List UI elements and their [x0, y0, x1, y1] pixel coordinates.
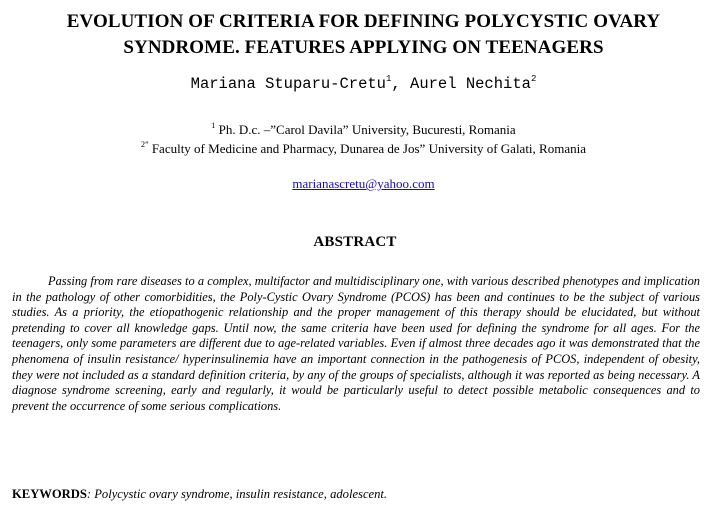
affiliation-1 — [0, 121, 727, 139]
email-link[interactable]: marianascretu@yahoo.com — [292, 176, 435, 191]
abstract-text: Passing from rare diseases to a complex, multifactor and multidisciplinary one, with various described phenotypes and implication in the pathology of other comorbidities, the Poly-Cystic Ovary Syndrome (PCOS) has been and continues to be the subject of various studies. As a priority, the etiopathogenic relationship and the proper management of this therapy should be elucidated, but without pretending to cover all knowledge gaps. Until now, the same criteria have been used for defining the syndrome for all ages. For the teenagers, only some parameters are different due to age-related variables. Even if almost three decades ago it was demonstrated that the phenomena of insulin resistance/ hyperinsulinemia have an important connection in the pathogenesis of PCOS, independent of obesity, they were not included as a standard definition criteria, by any of the groups of specialists, although it was reported as being necessary. A diagnose syndrome screening, early and regularly, it would be particularly useful to detect possible metabolic consequences and to prevent the occurrence of some serious complications. — [12, 274, 700, 413]
keywords-text: Polycystic ovary syndrome, insulin resistance, adolescent. — [91, 487, 388, 501]
affiliation-text: Ph. D.c. –”Carol Davila” University, Bucuresti, Romania — [215, 122, 516, 137]
affiliation-2 — [0, 140, 727, 158]
author-list — [0, 74, 727, 94]
keywords-colon: : — [86, 487, 92, 501]
affiliation-mark: 2” — [141, 140, 149, 149]
author-affiliation-mark: 1 — [386, 74, 392, 84]
affiliation-text: Faculty of Medicine and Pharmacy, Dunarea de Jos” University of Galati, Romania — [148, 141, 586, 156]
author-affiliation-mark: 2 — [530, 74, 537, 84]
affiliation-mark: 1 — [211, 121, 216, 130]
author-name: Aurel Nechita — [410, 75, 531, 93]
keywords-line — [12, 486, 700, 503]
paper-title-line-2: SYNDROME. FEATURES APPLYING ON TEENAGERS — [123, 37, 604, 58]
author-name: Mariana Stuparu-Cretu — [190, 75, 386, 93]
keywords-label: KEYWORDS — [12, 487, 87, 501]
paper-title — [0, 9, 727, 61]
paper-title-line-1: EVOLUTION OF CRITERIA FOR DEFINING POLYCYSTIC OVARY — [66, 11, 661, 32]
author-separator: , — [391, 75, 411, 93]
abstract-heading: ABSTRACT — [313, 234, 397, 250]
contact-email — [0, 175, 727, 193]
